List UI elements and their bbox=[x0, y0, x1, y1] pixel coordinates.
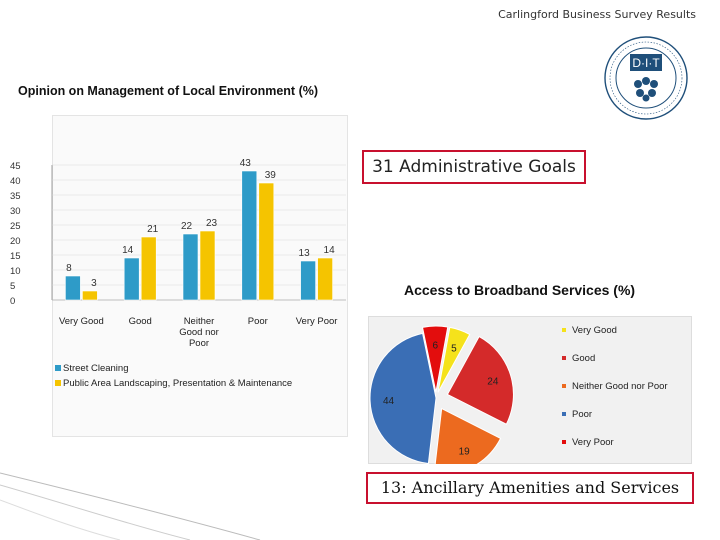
pie-legend-label: Poor bbox=[572, 409, 593, 420]
x-tick-label: Very Poor bbox=[295, 316, 338, 327]
svg-text:D·I·T: D·I·T bbox=[632, 56, 660, 70]
legend-label: Street Cleaning bbox=[63, 363, 129, 374]
pie-value-label: 5 bbox=[451, 343, 457, 355]
pie-legend-label: Good bbox=[572, 353, 596, 364]
legend-swatch bbox=[55, 380, 61, 386]
bar-street-cleaning bbox=[242, 171, 257, 300]
ancillary-amenities-callout: 13: Ancillary Amenities and Services bbox=[366, 472, 694, 504]
bar-landscaping bbox=[82, 291, 97, 300]
pie-legend-swatch bbox=[562, 356, 566, 360]
y-tick-label: 10 bbox=[10, 266, 21, 277]
x-tick-label: Poor bbox=[247, 316, 268, 327]
bar-value-label: 3 bbox=[91, 278, 97, 289]
y-tick-label: 35 bbox=[10, 191, 21, 202]
y-tick-label: 15 bbox=[10, 251, 21, 262]
x-tick-label: Good bbox=[128, 316, 152, 327]
pie-legend-swatch bbox=[562, 412, 566, 416]
bar-value-label: 13 bbox=[298, 248, 310, 259]
bar-landscaping bbox=[141, 237, 156, 300]
x-tick-label: Neither Good nor Poor bbox=[179, 316, 219, 349]
bar-value-label: 22 bbox=[180, 221, 193, 232]
bar-chart-title: Opinion on Management of Local Environment (%) bbox=[18, 84, 319, 98]
bar-value-label: 43 bbox=[239, 158, 251, 169]
pie-legend-label: Very Good bbox=[572, 325, 617, 336]
pie-value-label: 6 bbox=[432, 340, 439, 352]
pie-value-label: 44 bbox=[382, 396, 395, 408]
bar-landscaping bbox=[200, 231, 215, 300]
administrative-goals-callout: 31 Administrative Goals bbox=[362, 150, 586, 184]
pie-chart bbox=[366, 314, 696, 464]
bar-landscaping bbox=[259, 183, 274, 300]
bar-street-cleaning bbox=[124, 258, 139, 300]
bar-chart bbox=[0, 0, 360, 400]
bar-street-cleaning bbox=[65, 276, 80, 300]
bar-value-label: 14 bbox=[122, 245, 134, 256]
pie-legend-swatch bbox=[562, 440, 566, 444]
y-tick-label: 30 bbox=[10, 206, 21, 217]
pie-value-label: 24 bbox=[487, 376, 499, 388]
bar-street-cleaning bbox=[301, 261, 316, 300]
bar-value-label: 39 bbox=[264, 170, 276, 181]
y-tick-label: 40 bbox=[10, 176, 21, 187]
header-title: Carlingford Business Survey Results bbox=[498, 8, 696, 21]
legend-swatch bbox=[55, 365, 61, 371]
dit-logo bbox=[602, 34, 690, 127]
pie-value-label: 19 bbox=[458, 446, 470, 458]
y-tick-label: 5 bbox=[10, 281, 16, 292]
bar-value-label: 14 bbox=[323, 245, 335, 256]
y-tick-label: 25 bbox=[10, 221, 21, 232]
decorative-swirl bbox=[0, 455, 720, 540]
y-tick-label: 20 bbox=[10, 236, 21, 247]
bar-landscaping bbox=[318, 258, 333, 300]
bar-value-label: 8 bbox=[66, 263, 72, 274]
y-tick-label: 0 bbox=[10, 296, 16, 307]
bar-value-label: 23 bbox=[205, 218, 218, 229]
bar-street-cleaning bbox=[183, 234, 198, 300]
pie-legend-swatch bbox=[562, 384, 566, 388]
x-tick-label: Very Good bbox=[58, 316, 104, 327]
pie-legend-swatch bbox=[562, 328, 566, 332]
pie-slice bbox=[370, 333, 436, 463]
legend-label: Public Area Landscaping, Presentation & Maintenance bbox=[63, 378, 293, 389]
y-tick-label: 45 bbox=[10, 161, 21, 172]
bar-value-label: 21 bbox=[147, 224, 159, 235]
pie-legend-label: Very Poor bbox=[572, 437, 614, 448]
pie-chart-title: Access to Broadband Services (%) bbox=[404, 282, 636, 298]
pie-legend-label: Neither Good nor Poor bbox=[572, 381, 668, 392]
